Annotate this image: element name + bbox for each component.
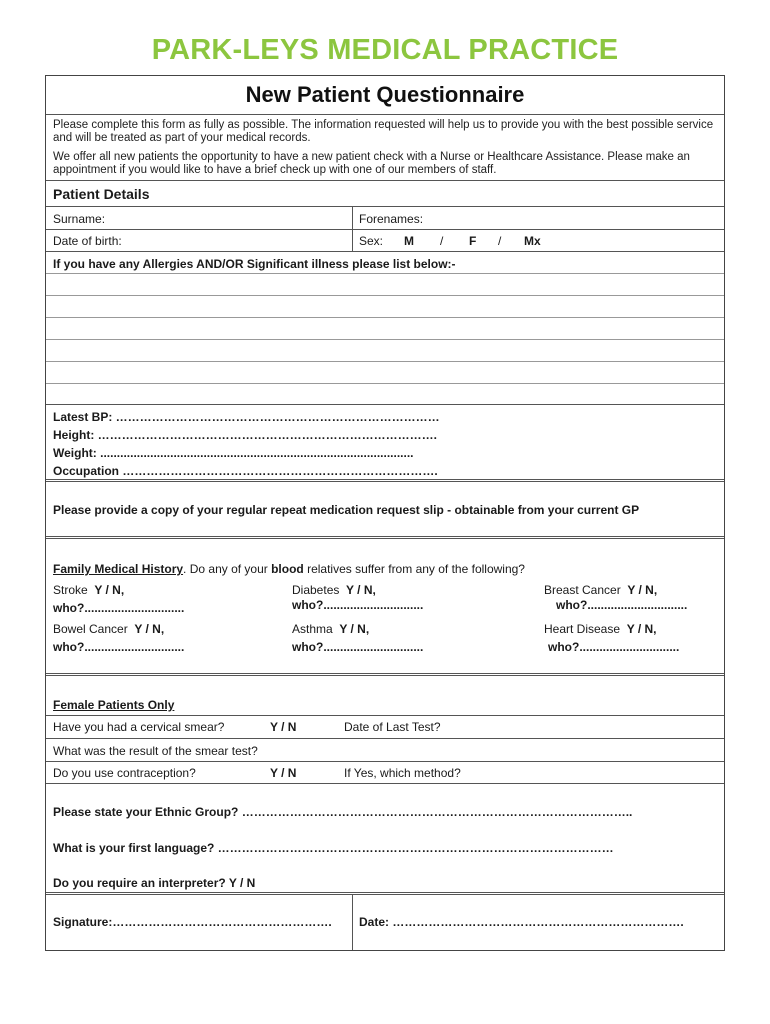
first-language-field[interactable]: What is your first language? ……………………………………………………………………………………… xyxy=(53,841,614,855)
yes-no-choice[interactable]: Y / N, xyxy=(94,583,125,597)
sex-option-mx[interactable]: Mx xyxy=(524,234,541,248)
divider xyxy=(352,230,353,251)
condition-name: Asthma xyxy=(292,622,333,636)
weight-field[interactable]: Weight: .............................................................................................. xyxy=(53,446,414,460)
intro-paragraph-1: Please complete this form as fully as possible. The information requested will help us to provide you with the best possible service and will be treated as part of your medical records. xyxy=(53,119,714,144)
dob-label: Date of birth: xyxy=(53,234,122,248)
yes-no-choice[interactable]: Y / N, xyxy=(626,622,657,636)
condition-diabetes xyxy=(292,583,376,597)
dob-sex-row xyxy=(46,229,724,251)
allergies-section xyxy=(46,251,724,404)
smear-question: Have you had a cervical smear? xyxy=(53,720,225,734)
allergies-line[interactable] xyxy=(46,273,724,274)
yes-no-choice[interactable]: Y / N, xyxy=(339,622,370,636)
question-emphasis: blood xyxy=(271,562,304,576)
signature-row xyxy=(46,894,724,950)
family-history-heading: Family Medical History xyxy=(53,562,184,576)
yes-no-choice[interactable]: Y / N, xyxy=(134,622,165,636)
sex-option-f[interactable]: F xyxy=(469,234,477,248)
smear-result-question: What was the result of the smear test? xyxy=(53,744,258,758)
practice-name: PARK-LEYS MEDICAL PRACTICE xyxy=(151,34,619,66)
yes-no-choice[interactable]: Y / N, xyxy=(346,583,376,597)
family-history-question xyxy=(53,562,525,576)
condition-asthma xyxy=(292,622,369,636)
method-label: If Yes, which method? xyxy=(344,766,461,780)
who-field[interactable]: who?.............................. xyxy=(292,640,424,654)
condition-name: Diabetes xyxy=(292,583,340,597)
surname-label: Surname: xyxy=(53,212,106,226)
latest-bp-field[interactable]: Latest BP: ……………………………………………………………………… xyxy=(53,410,440,424)
contraception-yes-no[interactable]: Y / N xyxy=(270,766,297,780)
sex-option-m[interactable]: M xyxy=(404,234,414,248)
contraception-row xyxy=(46,761,724,784)
question-text: relatives suffer from any of the following? xyxy=(303,562,525,576)
condition-bowel-cancer xyxy=(53,622,164,636)
condition-name: Heart Disease xyxy=(544,622,621,636)
allergies-line[interactable] xyxy=(46,361,724,362)
condition-breast-cancer xyxy=(544,583,657,597)
condition-heart-disease xyxy=(544,622,657,636)
allergies-line[interactable] xyxy=(46,295,724,296)
height-field[interactable]: Height: …………………………………………………………………………. xyxy=(53,428,437,442)
question-text: . Do any of your xyxy=(183,562,272,576)
questionnaire-form xyxy=(45,75,725,951)
patient-details-header xyxy=(46,180,724,209)
ethnic-group-field[interactable]: Please state your Ethnic Group? …………………………………………………………………………………….. xyxy=(53,805,633,819)
smear-result-row xyxy=(46,738,724,761)
condition-stroke xyxy=(53,583,124,597)
forenames-label: Forenames: xyxy=(359,212,424,226)
divider xyxy=(46,114,724,115)
date-field[interactable]: Date: ………………………………………………………………. xyxy=(359,915,684,929)
who-field[interactable]: who?.............................. xyxy=(548,640,680,654)
female-heading: Female Patients Only xyxy=(53,698,175,712)
medication-note: Please provide a copy of your regular repeat medication request slip - obtainable from your current GP xyxy=(53,503,640,517)
divider xyxy=(46,536,724,539)
divider xyxy=(352,207,353,229)
allergies-line[interactable] xyxy=(46,317,724,318)
condition-name: Bowel Cancer xyxy=(53,622,128,636)
form-title: New Patient Questionnaire xyxy=(245,82,525,107)
divider xyxy=(46,673,724,676)
divider xyxy=(46,479,724,482)
contraception-question: Do you use contraception? xyxy=(53,766,196,780)
smear-row xyxy=(46,715,724,738)
sex-separator: / xyxy=(440,234,444,248)
measurements-section xyxy=(46,404,724,480)
signature-field[interactable]: Signature:………………………………………………. xyxy=(53,915,332,929)
who-field[interactable]: who?.............................. xyxy=(556,598,688,612)
smear-yes-no[interactable]: Y / N xyxy=(270,720,297,734)
who-field[interactable]: who?.............................. xyxy=(53,640,185,654)
who-field[interactable]: who?.............................. xyxy=(292,598,424,612)
sex-label: Sex: xyxy=(359,234,384,248)
sex-separator: / xyxy=(498,234,502,248)
allergies-line[interactable] xyxy=(46,383,724,384)
last-test-label: Date of Last Test? xyxy=(344,720,441,734)
occupation-field[interactable]: Occupation ……………………………………………………………………. xyxy=(53,464,438,478)
interpreter-question[interactable]: Do you require an interpreter? Y / N xyxy=(53,876,256,890)
name-row xyxy=(46,206,724,229)
yes-no-choice[interactable]: Y / N, xyxy=(627,583,658,597)
condition-name: Stroke xyxy=(53,583,88,597)
intro-paragraph-2: We offer all new patients the opportunity to have a new patient check with a Nurse or Healthcare Assistance. Please make an appointment if you would like to have a brief check up with one of our members of staff. xyxy=(53,151,690,176)
who-field[interactable]: who?.............................. xyxy=(53,601,185,615)
condition-name: Breast Cancer xyxy=(544,583,621,597)
patient-details-heading: Patient Details xyxy=(53,186,150,202)
allergies-line[interactable] xyxy=(46,339,724,340)
divider xyxy=(352,894,353,950)
allergies-prompt: If you have any Allergies AND/OR Significant illness please list below:- xyxy=(53,257,456,271)
